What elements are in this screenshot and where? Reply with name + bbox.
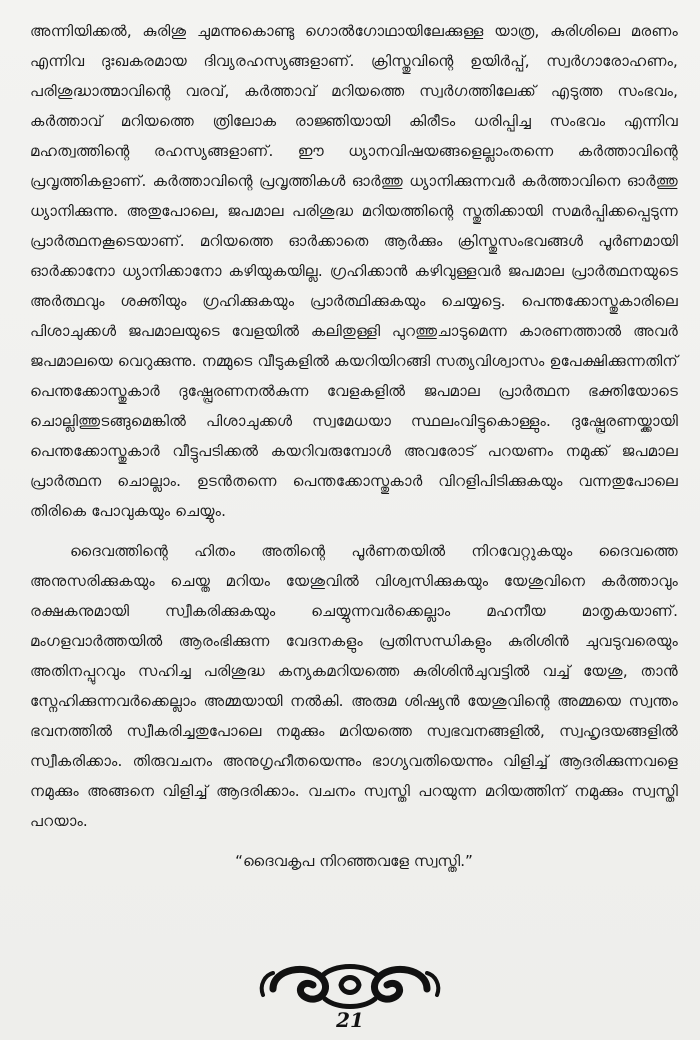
page-number: 21 xyxy=(336,1008,364,1032)
body-paragraph-2: ദൈവത്തിന്റെ ഹിതം അതിന്റെ പൂർണതയിൽ നിറവേറ്റുകയും ദൈവത്തെ അനുസരിക്കുകയും ചെയ്ത മറിയം യേശുവിൽ വിശ്വസിക്കുകയും യേശുവിനെ കർത്താവും രക്ഷകനുമായി സ്വീകരിക്കുകയും ചെയ്യുന്നവർക്കെല്ലാം മഹനീയ മാതൃകയാണ്. മംഗളവാർത്തയിൽ ആരംഭിക്കുന്ന വേദനകളും പ്രതിസന്ധികളും കുരിശിൻ ചുവടുവരെയും അതിനപ്പുറവും സഹിച്ച പരിശുദ്ധ കന്യകമറിയത്തെ കുരിശിൻചുവട്ടിൽ വച്ച് യേശു, താൻ സ്നേഹിക്കുന്നവർക്കെല്ലാം അമ്മയായി നൽകി. അരുമ ശിഷ്യൻ യേശുവിന്റെ അമ്മയെ സ്വന്തം ഭവനത്തിൽ സ്വീകരിച്ചതുപോലെ നമുക്കും മറിയത്തെ സ്വഭവനങ്ങളിൽ, സ്വഹൃദയങ്ങളിൽ സ്വീകരിക്കാം. തിരുവചനം അനുഗൃഹീതയെന്നും ഭാഗ്യവതിയെന്നും വിളിച്ച് ആദരിക്കുന്നവളെ നമുക്കും അങ്ങനെ വിളിച്ച് ആദരിക്കാം. വചനം സ്വസ്തി പറയുന്ന മറിയത്തിന് നമുക്കും സ്വസ്തി പറയാം. xyxy=(30,542,678,830)
decorative-ornament-icon xyxy=(255,955,445,1015)
body-paragraph-1: അന്നിയിക്കൽ, കുരിശു ചുമന്നുകൊണ്ടു ഗൊൽഗോഥായിലേക്കുള്ള യാത്ര, കുരിശിലെ മരണം എന്നിവ ദുഃഖകരമായ ദിവ്യരഹസ്യങ്ങളാണ്. ക്രിസ്തുവിന്റെ ഉയിർപ്പ്, സ്വർഗാരോഹണം, പരിശുദ്ധാത്മാവിന്റെ വരവ്, കർത്താവ് മറിയത്തെ സ്വർഗത്തിലേക്ക് എടുത്ത സംഭവം, കർത്താവ് മറിയത്തെ ത്രിലോക രാജ്ഞിയായി കിരീടം ധരിപ്പിച്ച സംഭവം എന്നിവ മഹത്വത്തിന്റെ രഹസ്യങ്ങളാണ്. ഈ ധ്യാനവിഷയങ്ങളെല്ലാംതന്നെ കർത്താവിന്റെ പ്രവൃത്തികളാണ്. കർത്താവിന്റെ പ്രവൃത്തികൾ ഓർത്തു ധ്യാനിക്കുന്നവർ കർത്താവിനെ ഓർത്തു ധ്യാനിക്കുന്നു. അതുപോലെ, ജപമാല പരിശുദ്ധ മറിയത്തിന്റെ സ്തുതിക്കായി സമർപ്പിക്കപ്പെടുന്ന പ്രാർത്ഥനകൂടെയാണ്. മറിയത്തെ ഓർക്കാതെ ആർക്കും ക്രിസ്തുസംഭവങ്ങൾ പൂർണമായി ഓർക്കാനോ ധ്യാനിക്കാനോ കഴിയുകയില്ല. ഗ്രഹിക്കാൻ കഴിവുള്ളവർ ജപമാല പ്രാർത്ഥനയുടെ അർത്ഥവും ശക്തിയും ഗ്രഹിക്കുകയും പ്രാർത്ഥിക്കുകയും ചെയ്യട്ടെ. പെന്തക്കോസ്തുകാരിലെ പിശാചുക്കൾ ജപമാലയുടെ വേളയിൽ കലിതുള്ളി പുറത്തുചാടുമെന്ന കാരണത്താൽ അവർ ജപമാലയെ വെറുക്കുന്നു. നമ്മുടെ വീടുകളിൽ കയറിയിറങ്ങി സത്യവിശ്വാസം ഉപേക്ഷിക്കുന്നതിന് പെന്തക്കോസ്തുകാർ ദുഷ്പ്രേരണനൽകുന്ന വേളകളിൽ ജപമാല പ്രാർത്ഥന ഭക്തിയോടെ ചൊല്ലിത്തുടങ്ങുമെങ്കിൽ പിശാചുക്കൾ സ്വമേധയാ സ്ഥലംവിട്ടുകൊള്ളും. ദുഷ്പ്രേരണയ്ക്കായി പെന്തക്കോസ്തുകാർ വീട്ടുപടിക്കൽ കയറിവരുമ്പോൾ അവരോട് പറയണം നമുക്ക് ജപമാല പ്രാർത്ഥന ചൊല്ലാം. ഉടൻതന്നെ പെന്തക്കോസ്തുകാർ വിറളിപിടിക്കുകയും വന്നതുപോലെ തിരികെ പോവുകയും ചെയ്യും. xyxy=(30,22,678,520)
closing-quote: “ദൈവകൃപ നിറഞ്ഞവളേ സ്വസ്തി.” xyxy=(235,852,473,870)
